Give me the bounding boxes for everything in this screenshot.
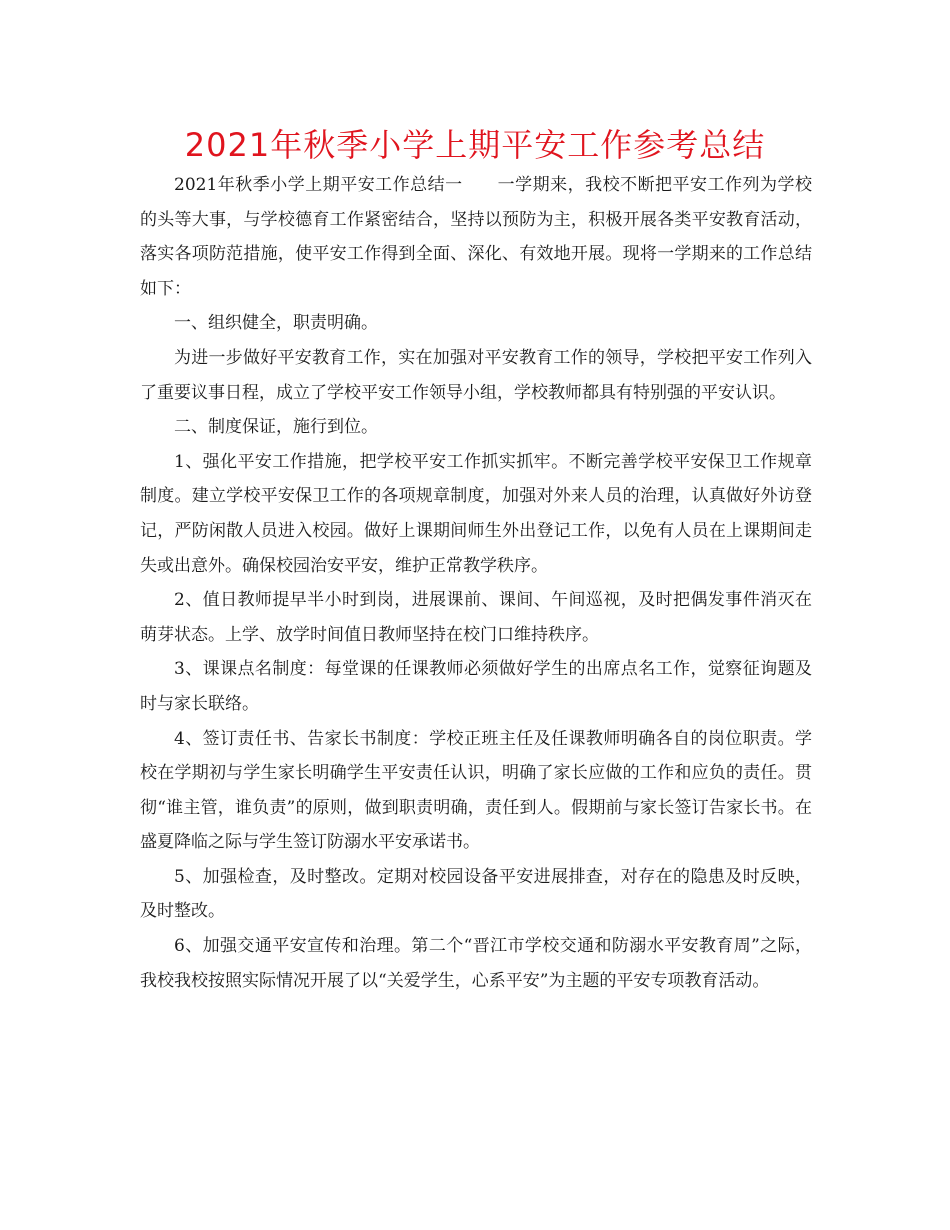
paragraph-item-4: 4、签订责任书、告家长书制度：学校正班主任及任课教师明确各自的岗位职责。学校在学期初与学生家长明确学生平安责任认识，明确了家长应做的工作和应负的责任。贯彻“谁主管，谁负责”的原则，做到职责明确，责任到人。假期前与家长签订告家长书。在盛夏降临之际与学生签订防溺水平安承诺书。 (140, 728, 812, 853)
paragraph-item-5: 5、加强检查，及时整改。定期对校园设备平安进展排查，对存在的隐患及时反映，及时整改。 (140, 866, 812, 922)
section-heading-2: 二、制度保证，施行到位。 (174, 417, 378, 438)
paragraph-intro: 2021年秋季小学上期平安工作总结一 一学期来，我校不断把平安工作列为学校的头等大事，与学校德育工作紧密结合，坚持以预防为主，积极开展各类平安教育活动，落实各项防范措施，使平安工作得到全面、深化、有效地开展。现将一学期来的工作总结如下： (140, 175, 812, 299)
paragraph-item-1: 1、强化平安工作措施，把学校平安工作抓实抓牢。不断完善学校平安保卫工作规章制度。建立学校平安保卫工作的各项规章制度，加强对外来人员的治理，认真做好外访登记，严防闲散人员进入校园。做好上课期间师生外出登记工作，以免有人员在上课期间走失或出意外。确保校园治安平安，维护正常教学秩序。 (140, 451, 812, 576)
section-heading-1: 一、组织健全，职责明确。 (174, 313, 378, 334)
paragraph-item-6: 6、加强交通平安宣传和治理。第二个“晋江市学校交通和防溺水平安教育周”之际，我校我校按照实际情况开展了以“关爱学生，心系平安”为主题的平安专项教育活动。 (140, 936, 812, 991)
paragraph-organization: 为进一步做好平安教育工作，实在加强对平安教育工作的领导，学校把平安工作列入了重要议事日程，成立了学校平安工作领导小组，学校教师都具有特别强的平安认识。 (140, 347, 812, 403)
paragraph-item-3: 3、课课点名制度：每堂课的任课教师必须做好学生的出席点名工作，觉察征询题及时与家长联络。 (140, 659, 812, 714)
paragraph-item-2: 2、值日教师提早半小时到岗，进展课前、课间、午间巡视，及时把偶发事件消灭在萌芽状态。上学、放学时间值日教师坚持在校门口维持秩序。 (140, 590, 812, 645)
document-title: 2021年秋季小学上期平安工作参考总结 (184, 126, 766, 164)
document-body (140, 168, 812, 998)
